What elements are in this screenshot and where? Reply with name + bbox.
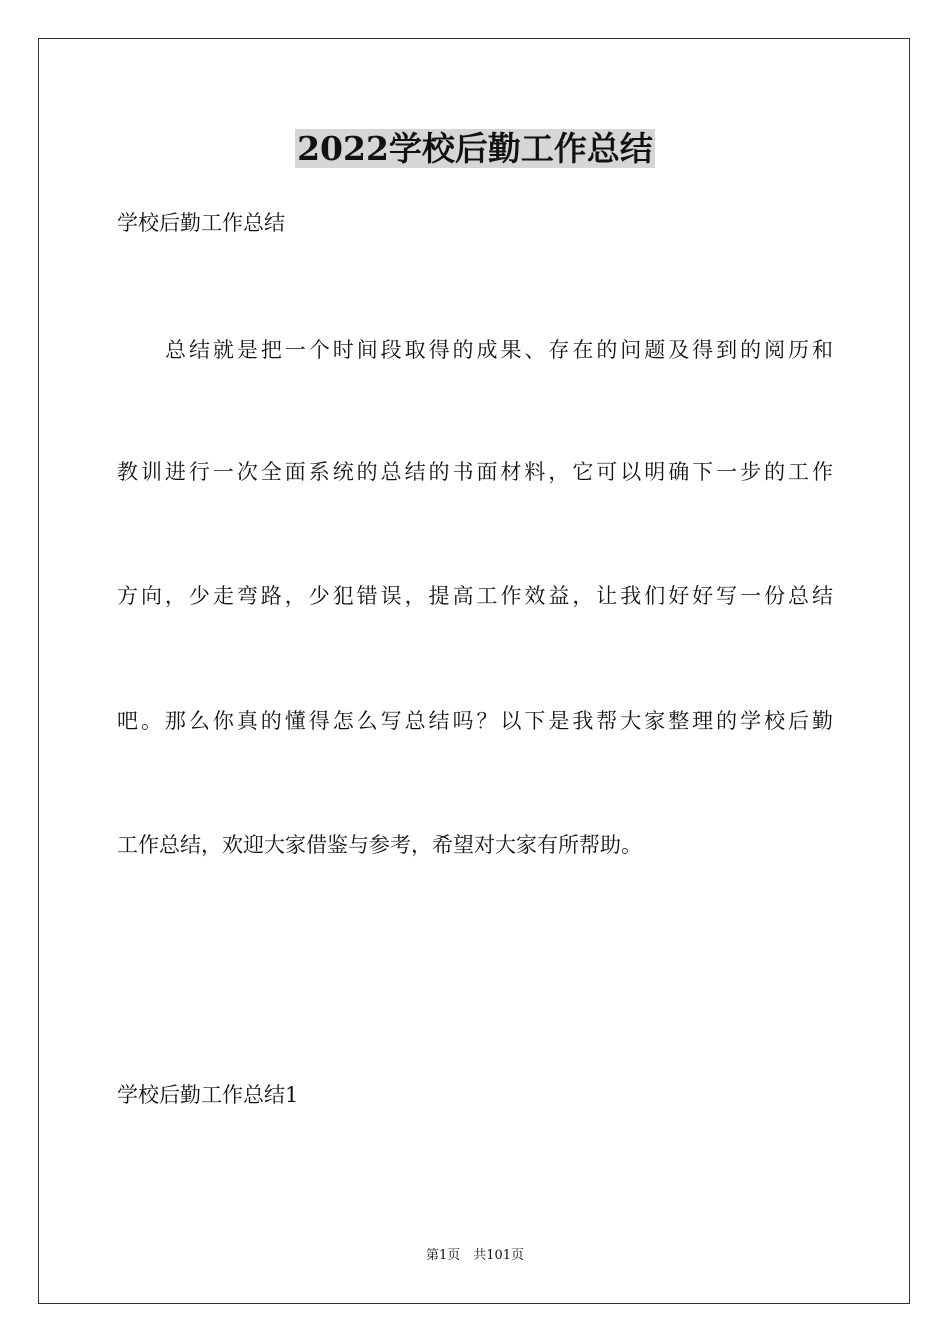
- document-subtitle: 学校后勤工作总结: [117, 211, 285, 235]
- paragraph-line: 工作总结，欢迎大家借鉴与参考，希望对大家有所帮助。: [117, 833, 642, 857]
- paragraph-line: 总结就是把一个时间段取得的成果、存在的问题及得到的阅历和: [165, 338, 833, 362]
- paragraph-line: 方向，少走弯路，少犯错误，提高工作效益，让我们好好写一份总结: [117, 584, 833, 608]
- paragraph-line: 吧。那么你真的懂得怎么写总结吗？以下是我帮大家整理的学校后勤: [117, 709, 833, 733]
- page-number-footer: 第1页 共101页: [425, 1248, 525, 1263]
- document-title-text: 2022学校后勤工作总结: [297, 129, 653, 168]
- paragraph-line: 教训进行一次全面系统的总结的书面材料，它可以明确下一步的工作: [117, 460, 833, 484]
- section-heading: 学校后勤工作总结1: [117, 1083, 299, 1107]
- document-title: [0, 127, 950, 171]
